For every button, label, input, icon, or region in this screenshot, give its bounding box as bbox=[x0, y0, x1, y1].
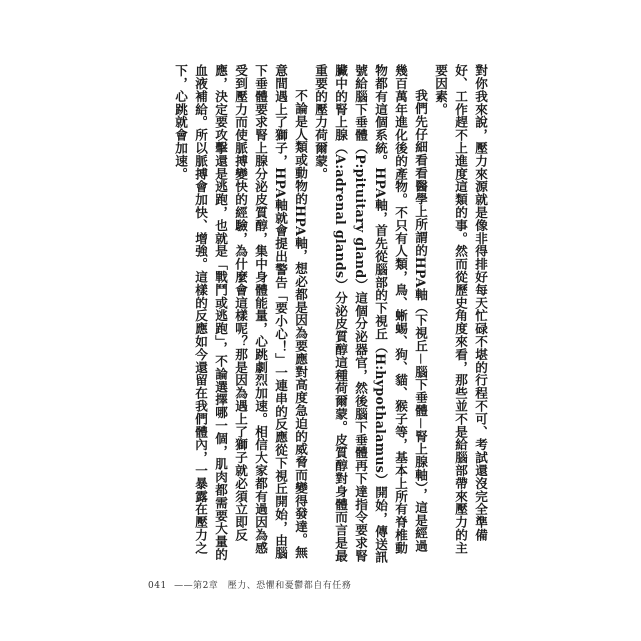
page-number: 041 bbox=[148, 581, 167, 591]
paragraph-1: 對你我來說，壓力來源就是像非得排好每天忙碌不堪的行程不可、考試還沒完全準備好、工作趕不上進度這類的事。然而從歷史角度來看，那些並不是給腦部帶來壓力的主要因素。 bbox=[433, 64, 488, 555]
page-footer bbox=[148, 578, 351, 591]
body-text bbox=[148, 64, 490, 564]
chapter-title: ——第2章 壓力、恐懼和憂鬱都自有任務 bbox=[174, 581, 352, 591]
paragraph-2: 我們先仔細看看醫學上所謂的HPA軸（下視丘－腦下垂體－腎上腺軸），這是經過幾百萬年進化後的產物。不只有人類，鳥、蜥蜴、狗、貓、猴子等，基本上所有脊椎動物都有這個系統。HPA軸，首先從腦部的下視丘（H:hypothalamus）開始，傳送訊號給腦下垂體（P:pituitary gland）這個分泌器官，然後腦下垂體再下達指令要求腎臟中的腎上腺（A:adrenal glands）分泌皮質醇這種荷爾蒙。皮質醇對身體而言是最重要的壓力荷爾蒙。 bbox=[313, 64, 428, 564]
paragraph-3: 不論是人類或動物的HPA軸，想必都是因為要應對高度急迫的威脅而變得發達。無意間遇上了獅子，HPA軸就會提出警告「要小心！」一連串的反應從下視丘開始，由腦下垂體要求腎上腺分泌皮質醇，集中身體能量，心跳劇烈加速。相信大家都有過因為感受到壓力而使脈搏變快的經驗，為什麼會這樣呢？那是因為遇上了獅子就必須立即反應，決定要攻擊還是逃跑，也就是「戰鬥或逃跑」，不論選擇哪一個，肌肉都需要大量的血液補給。所以脈搏會加快、增強。這樣的反應如今還留在我們體內，一暴露在壓力之下，心跳就會加速。 bbox=[173, 64, 308, 561]
